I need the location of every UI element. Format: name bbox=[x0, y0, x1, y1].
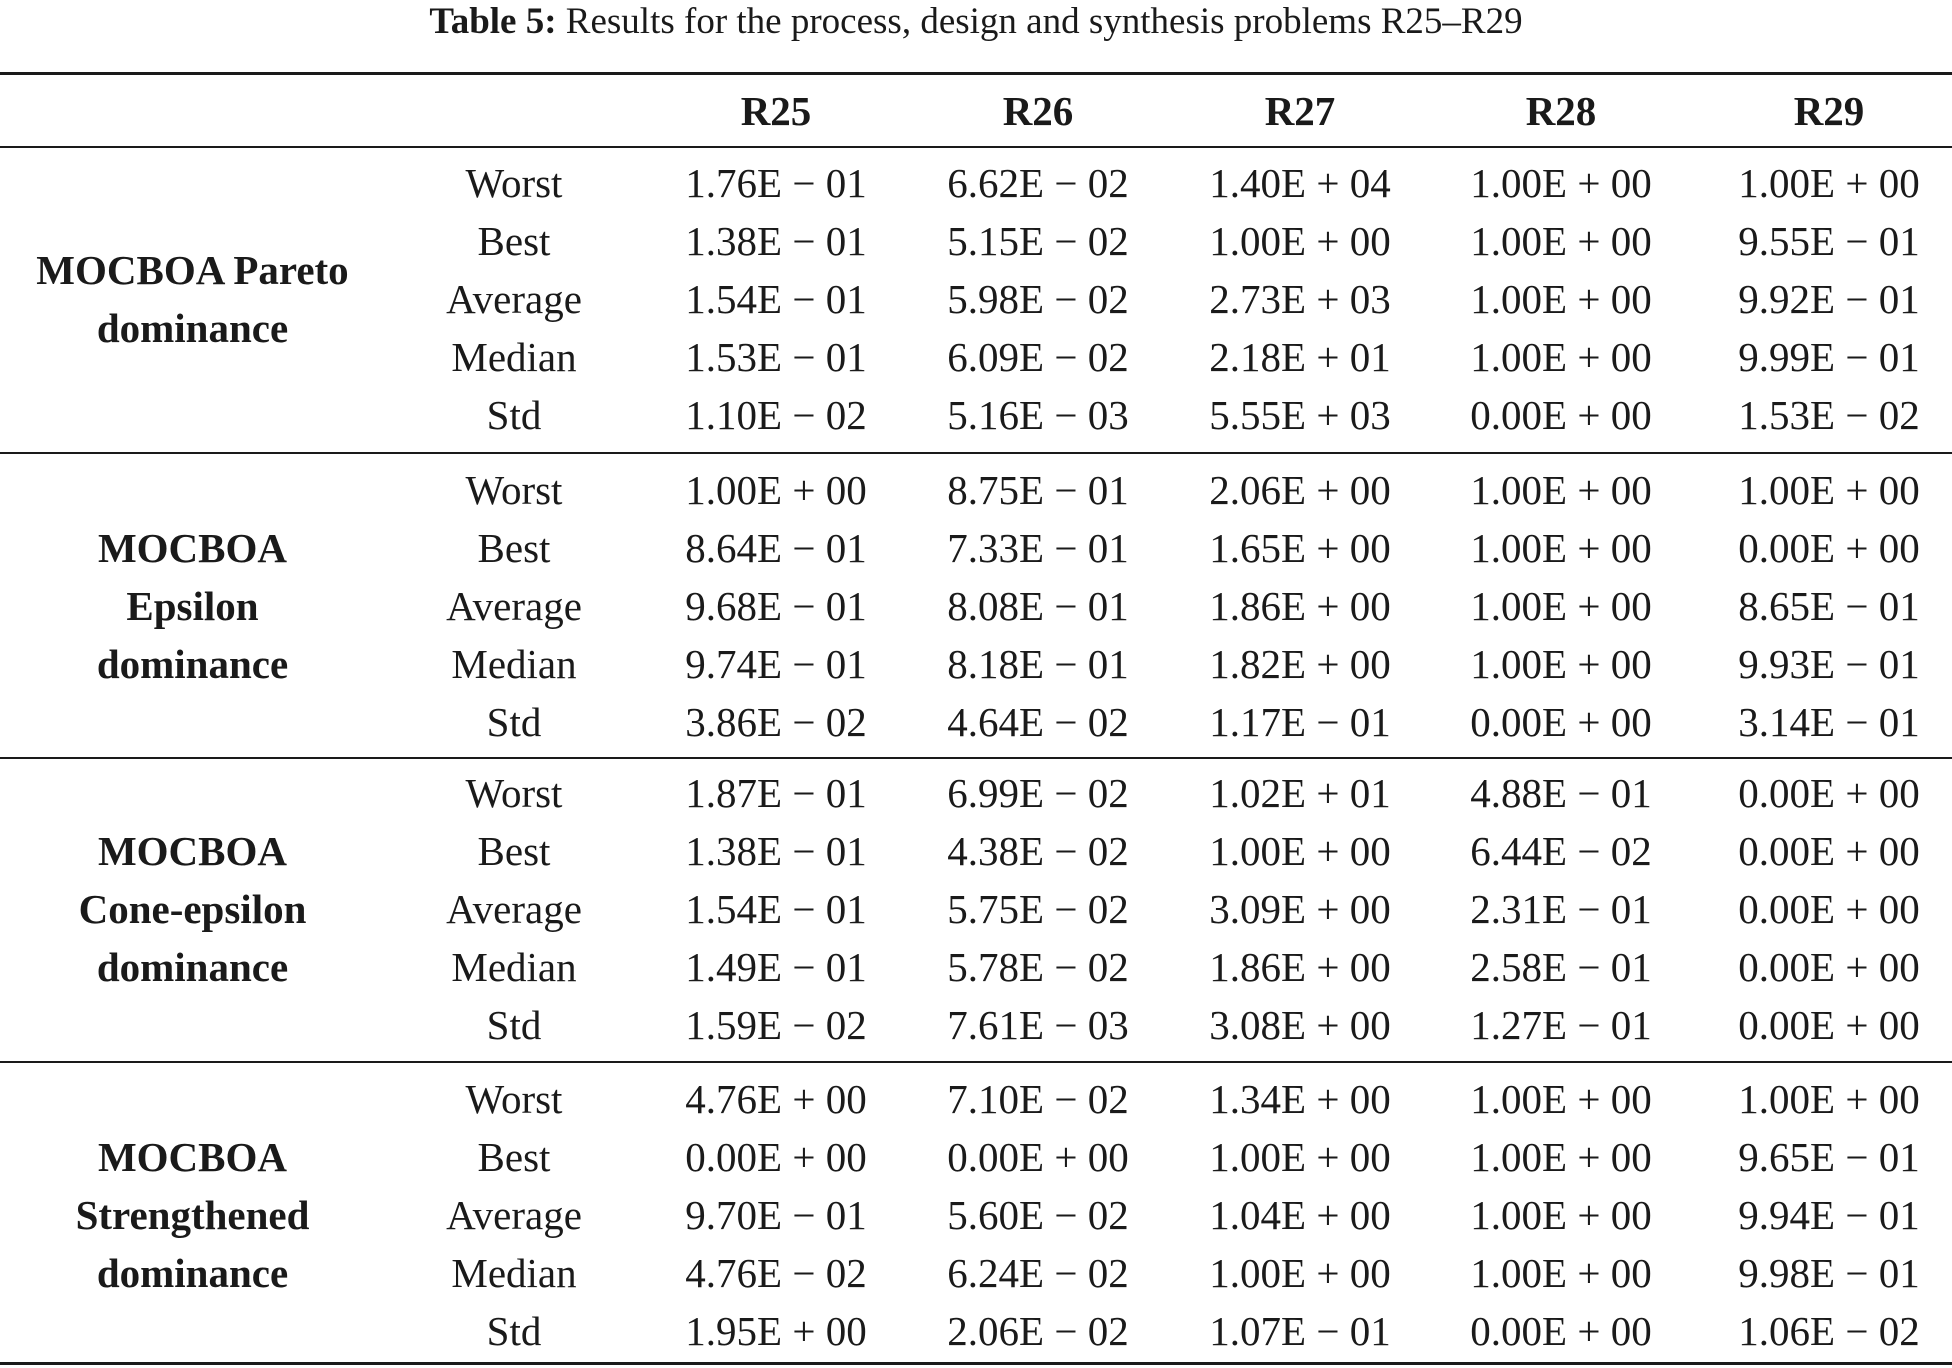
table-cell: 9.55E − 01 bbox=[1738, 218, 1920, 264]
stat-label: Std bbox=[486, 699, 542, 745]
stat-label: Std bbox=[486, 392, 542, 438]
stat-label: Median bbox=[451, 944, 577, 990]
table-cell: 1.54E − 01 bbox=[685, 276, 867, 322]
group-label-line: dominance bbox=[96, 944, 289, 990]
table-cell: 1.86E + 00 bbox=[1209, 583, 1391, 629]
table-cell: 1.00E + 00 bbox=[1738, 467, 1920, 513]
group-label-line: MOCBOA bbox=[97, 828, 288, 874]
table-cell: 1.00E + 00 bbox=[685, 467, 867, 513]
table-cell: 5.15E − 02 bbox=[947, 218, 1129, 264]
table-cell: 0.00E + 00 bbox=[1470, 1308, 1652, 1354]
table-cell: 5.16E − 03 bbox=[947, 392, 1129, 438]
table-cell: 1.00E + 00 bbox=[1209, 1250, 1391, 1296]
table-cell: 0.00E + 00 bbox=[1738, 525, 1920, 571]
table-cell: 2.31E − 01 bbox=[1470, 886, 1652, 932]
table-cell: 9.68E − 01 bbox=[685, 583, 867, 629]
table-cell: 0.00E + 00 bbox=[1738, 886, 1920, 932]
table-cell: 0.00E + 00 bbox=[1738, 770, 1920, 816]
table-cell: 2.73E + 03 bbox=[1209, 276, 1391, 322]
table-cell: 5.60E − 02 bbox=[947, 1192, 1129, 1238]
table-cell: 6.99E − 02 bbox=[947, 770, 1129, 816]
table-cell: 1.53E − 01 bbox=[685, 334, 867, 380]
stat-label: Best bbox=[477, 525, 551, 571]
table-cell: 1.10E − 02 bbox=[685, 392, 867, 438]
table-cell: 5.55E + 03 bbox=[1209, 392, 1391, 438]
stat-label: Median bbox=[451, 641, 577, 687]
stat-label: Average bbox=[446, 886, 582, 932]
table-cell: 1.00E + 00 bbox=[1470, 160, 1652, 206]
group-label bbox=[0, 154, 385, 444]
table-cell: 1.00E + 00 bbox=[1470, 218, 1652, 264]
stat-label: Best bbox=[477, 828, 551, 874]
table-cell: 1.53E − 02 bbox=[1738, 392, 1920, 438]
table-cell: 1.59E − 02 bbox=[685, 1002, 867, 1048]
table-cell: 1.65E + 00 bbox=[1209, 525, 1391, 571]
table-cell: 1.00E + 00 bbox=[1209, 828, 1391, 874]
table-cell: 1.00E + 00 bbox=[1738, 1076, 1920, 1122]
table-cell: 5.98E − 02 bbox=[947, 276, 1129, 322]
group-label-line: MOCBOA Pareto bbox=[36, 247, 349, 293]
table-cell: 9.70E − 01 bbox=[685, 1192, 867, 1238]
stat-label: Best bbox=[477, 218, 551, 264]
stat-label: Median bbox=[451, 334, 577, 380]
group-label bbox=[0, 1070, 385, 1360]
table-cell: 4.76E + 00 bbox=[685, 1076, 867, 1122]
stat-label: Std bbox=[486, 1002, 542, 1048]
column-header-r26: R26 bbox=[1002, 88, 1074, 134]
table-cell: 5.75E − 02 bbox=[947, 886, 1129, 932]
table-cell: 1.00E + 00 bbox=[1470, 1076, 1652, 1122]
table-cell: 1.49E − 01 bbox=[685, 944, 867, 990]
group-divider-rule bbox=[0, 452, 1952, 454]
table-cell: 7.61E − 03 bbox=[947, 1002, 1129, 1048]
table-cell: 4.76E − 02 bbox=[685, 1250, 867, 1296]
table-cell: 6.44E − 02 bbox=[1470, 828, 1652, 874]
table-cell: 8.08E − 01 bbox=[947, 583, 1129, 629]
stat-label: Worst bbox=[465, 467, 563, 513]
table-cell: 1.27E − 01 bbox=[1470, 1002, 1652, 1048]
table-cell: 1.87E − 01 bbox=[685, 770, 867, 816]
stat-label: Worst bbox=[465, 160, 563, 206]
table-cell: 9.92E − 01 bbox=[1738, 276, 1920, 322]
table-cell: 1.34E + 00 bbox=[1209, 1076, 1391, 1122]
group-label-line: Strengthened bbox=[75, 1192, 310, 1238]
table-cell: 2.58E − 01 bbox=[1470, 944, 1652, 990]
table-cell: 9.93E − 01 bbox=[1738, 641, 1920, 687]
table-cell: 8.64E − 01 bbox=[685, 525, 867, 571]
table-cell: 1.00E + 00 bbox=[1470, 1250, 1652, 1296]
table-cell: 1.02E + 01 bbox=[1209, 770, 1391, 816]
table-cell: 2.18E + 01 bbox=[1209, 334, 1391, 380]
table-cell: 9.99E − 01 bbox=[1738, 334, 1920, 380]
table-cell: 9.98E − 01 bbox=[1738, 1250, 1920, 1296]
stat-label: Median bbox=[451, 1250, 577, 1296]
table-cell: 3.09E + 00 bbox=[1209, 886, 1391, 932]
table-cell: 1.00E + 00 bbox=[1470, 276, 1652, 322]
table-cell: 0.00E + 00 bbox=[1738, 944, 1920, 990]
bottom-rule bbox=[0, 1362, 1952, 1365]
group-label-line: MOCBOA bbox=[97, 1134, 288, 1180]
table-cell: 9.65E − 01 bbox=[1738, 1134, 1920, 1180]
table-cell: 1.76E − 01 bbox=[685, 160, 867, 206]
table-cell: 1.00E + 00 bbox=[1470, 467, 1652, 513]
group-label bbox=[0, 764, 385, 1054]
caption-label: Table 5: bbox=[429, 1, 557, 42]
table-cell: 9.74E − 01 bbox=[685, 641, 867, 687]
group-label-line: dominance bbox=[96, 641, 289, 687]
table-caption bbox=[0, 0, 1952, 44]
column-header-r29: R29 bbox=[1793, 88, 1865, 134]
table-cell: 8.65E − 01 bbox=[1738, 583, 1920, 629]
table-cell: 1.86E + 00 bbox=[1209, 944, 1391, 990]
caption-text: Results for the process, design and synthesis problems R25–R29 bbox=[556, 1, 1523, 42]
group-label-line: dominance bbox=[96, 305, 289, 351]
table-cell: 4.38E − 02 bbox=[947, 828, 1129, 874]
table-cell: 0.00E + 00 bbox=[1738, 828, 1920, 874]
top-rule bbox=[0, 72, 1952, 75]
group-label-line: Epsilon bbox=[126, 583, 259, 629]
table-cell: 1.00E + 00 bbox=[1470, 525, 1652, 571]
table-cell: 1.00E + 00 bbox=[1470, 334, 1652, 380]
table-cell: 2.06E + 00 bbox=[1209, 467, 1391, 513]
table-cell: 1.00E + 00 bbox=[1209, 1134, 1391, 1180]
table-cell: 1.00E + 00 bbox=[1470, 583, 1652, 629]
table-cell: 1.00E + 00 bbox=[1738, 160, 1920, 206]
table-cell: 9.94E − 01 bbox=[1738, 1192, 1920, 1238]
table-cell: 8.18E − 01 bbox=[947, 641, 1129, 687]
table-cell: 7.33E − 01 bbox=[947, 525, 1129, 571]
table-cell: 6.24E − 02 bbox=[947, 1250, 1129, 1296]
stat-label: Average bbox=[446, 276, 582, 322]
table-cell: 8.75E − 01 bbox=[947, 467, 1129, 513]
group-label bbox=[0, 461, 385, 751]
table-cell: 6.62E − 02 bbox=[947, 160, 1129, 206]
table-cell: 1.00E + 00 bbox=[1209, 218, 1391, 264]
table-cell: 1.95E + 00 bbox=[685, 1308, 867, 1354]
table-cell: 0.00E + 00 bbox=[1738, 1002, 1920, 1048]
table-cell: 0.00E + 00 bbox=[947, 1134, 1129, 1180]
table-cell: 4.88E − 01 bbox=[1470, 770, 1652, 816]
stat-label: Worst bbox=[465, 1076, 563, 1122]
table-cell: 0.00E + 00 bbox=[1470, 392, 1652, 438]
header-rule bbox=[0, 146, 1952, 148]
stat-label: Best bbox=[477, 1134, 551, 1180]
stat-label: Std bbox=[486, 1308, 542, 1354]
group-divider-rule bbox=[0, 1061, 1952, 1063]
stat-label: Average bbox=[446, 583, 582, 629]
table-cell: 0.00E + 00 bbox=[1470, 699, 1652, 745]
group-divider-rule bbox=[0, 757, 1952, 759]
table-cell: 5.78E − 02 bbox=[947, 944, 1129, 990]
column-header-r28: R28 bbox=[1525, 88, 1597, 134]
table-cell: 1.00E + 00 bbox=[1470, 641, 1652, 687]
table-cell: 4.64E − 02 bbox=[947, 699, 1129, 745]
column-header-r27: R27 bbox=[1264, 88, 1336, 134]
stat-label: Worst bbox=[465, 770, 563, 816]
column-header-r25: R25 bbox=[740, 88, 812, 134]
table-cell: 1.00E + 00 bbox=[1470, 1134, 1652, 1180]
group-label-line: dominance bbox=[96, 1250, 289, 1296]
group-label-line: Cone-epsilon bbox=[78, 886, 307, 932]
table-cell: 1.04E + 00 bbox=[1209, 1192, 1391, 1238]
table-cell: 1.07E − 01 bbox=[1209, 1308, 1391, 1354]
table-cell: 1.17E − 01 bbox=[1209, 699, 1391, 745]
table-cell: 7.10E − 02 bbox=[947, 1076, 1129, 1122]
table-cell: 1.06E − 02 bbox=[1738, 1308, 1920, 1354]
table-cell: 1.54E − 01 bbox=[685, 886, 867, 932]
table-cell: 0.00E + 00 bbox=[685, 1134, 867, 1180]
group-label-line: MOCBOA bbox=[97, 525, 288, 571]
table-cell: 3.86E − 02 bbox=[685, 699, 867, 745]
stat-label: Average bbox=[446, 1192, 582, 1238]
table-cell: 1.38E − 01 bbox=[685, 218, 867, 264]
table-cell: 3.14E − 01 bbox=[1738, 699, 1920, 745]
table-cell: 1.40E + 04 bbox=[1209, 160, 1391, 206]
table-cell: 6.09E − 02 bbox=[947, 334, 1129, 380]
table-cell: 1.38E − 01 bbox=[685, 828, 867, 874]
table-cell: 1.00E + 00 bbox=[1470, 1192, 1652, 1238]
table-cell: 3.08E + 00 bbox=[1209, 1002, 1391, 1048]
table-cell: 2.06E − 02 bbox=[947, 1308, 1129, 1354]
table-cell: 1.82E + 00 bbox=[1209, 641, 1391, 687]
